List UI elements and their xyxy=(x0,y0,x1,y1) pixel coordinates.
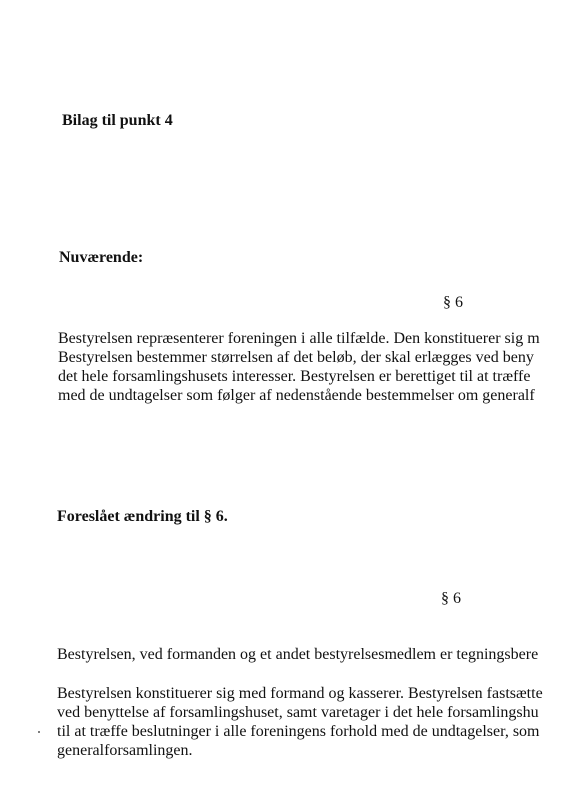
proposed-section-number: § 6 xyxy=(441,590,461,607)
proposed-paragraph-line: ved benyttelse af forsamlingshuset, samt varetager i det hele forsamlingshu xyxy=(57,704,539,721)
scan-speck xyxy=(38,731,40,733)
current-paragraph-line: det hele forsamlingshusets interesser. Bestyrelsen er berettiget til at træffe xyxy=(58,368,531,385)
proposed-intro-line: Bestyrelsen, ved formanden og et andet bestyrelsesmedlem er tegningsbere xyxy=(57,646,539,663)
current-section-number: § 6 xyxy=(443,294,463,311)
current-heading: Nuværende: xyxy=(59,249,144,266)
current-paragraph-line: Bestyrelsen bestemmer størrelsen af det beløb, der skal erlægges ved beny xyxy=(58,349,534,366)
page-title: Bilag til punkt 4 xyxy=(62,112,173,129)
current-paragraph xyxy=(58,329,565,405)
proposed-paragraph-line: Bestyrelsen konstituerer sig med formand og kasserer. Bestyrelsen fastsætte xyxy=(57,685,543,702)
proposed-intro xyxy=(57,645,565,664)
proposed-paragraph-line: generalforsamlingen. xyxy=(57,742,193,759)
proposed-paragraph xyxy=(57,684,565,760)
current-paragraph-line: Bestyrelsen repræsenterer foreningen i alle tilfælde. Den konstituerer sig m xyxy=(58,330,540,347)
current-paragraph-line: med de undtagelser som følger af nedenstående bestemmelser om generalf xyxy=(58,387,535,404)
proposed-paragraph-line: til at træffe beslutninger i alle foreningens forhold med de undtagelser, som xyxy=(57,723,540,740)
proposed-heading: Foreslået ændring til § 6. xyxy=(57,508,228,525)
